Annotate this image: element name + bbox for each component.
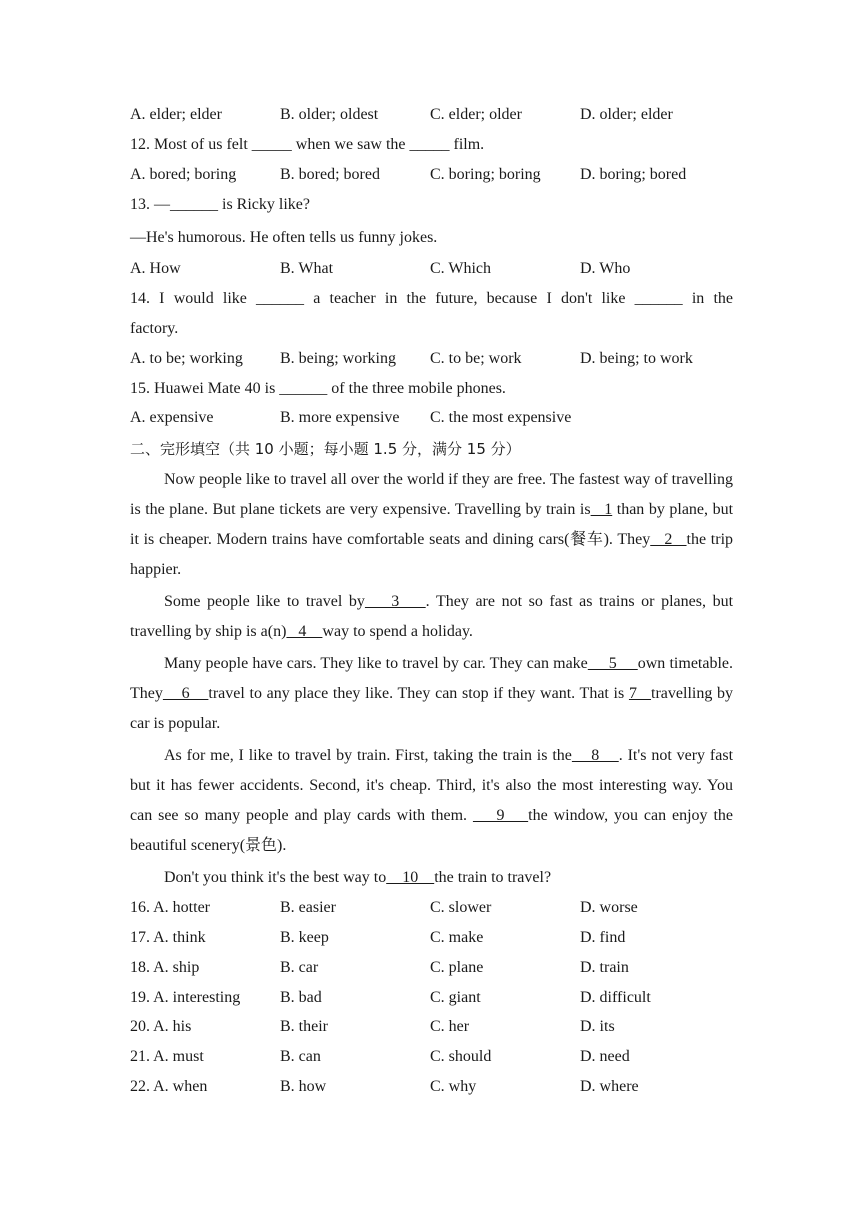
option-c: C. giant bbox=[430, 988, 481, 1006]
option-a: 21. A. must bbox=[130, 1048, 204, 1066]
option-d: D. being; to work bbox=[580, 349, 693, 367]
q21-options bbox=[130, 1042, 733, 1072]
option-a: 19. A. interesting bbox=[130, 988, 241, 1006]
text: the train to travel? bbox=[434, 869, 552, 887]
option-b: B. bored; bored bbox=[280, 165, 380, 183]
text: Don't you think it's the best way to bbox=[164, 869, 387, 887]
option-c: C. should bbox=[430, 1048, 492, 1066]
option-b: B. how bbox=[280, 1077, 327, 1095]
option-c: C. elder; older bbox=[430, 106, 522, 123]
option-a: 16. A. hotter bbox=[130, 899, 210, 917]
option-c: C. the most expensive bbox=[430, 409, 572, 427]
option-c: C. plane bbox=[430, 958, 484, 976]
option-a: A. bored; boring bbox=[130, 165, 237, 183]
q20-options bbox=[130, 1012, 733, 1042]
option-b: B. more expensive bbox=[280, 409, 400, 427]
option-d: D. where bbox=[580, 1077, 639, 1095]
option-b: B. What bbox=[280, 260, 334, 278]
option-c: C. make bbox=[430, 928, 484, 946]
option-b: B. can bbox=[280, 1048, 321, 1066]
blank-6: 6 bbox=[162, 685, 209, 703]
option-b: B. car bbox=[280, 958, 319, 976]
option-d: D. its bbox=[580, 1018, 615, 1036]
text: Now people like to travel all over the world if they are free. The fastest way of travelling is the plane. But plane tickets are very expensive. Travelling by train is bbox=[130, 471, 733, 519]
section-title-cloze: 二、完形填空（共 10 小题；每小题 1.5 分，满分 15 分） bbox=[130, 440, 521, 459]
q13-options bbox=[130, 254, 733, 284]
blank-8: 8 bbox=[571, 747, 619, 765]
q19-options bbox=[130, 983, 733, 1013]
q13-stem: 13. —______ is Ricky like? bbox=[130, 196, 310, 214]
option-c: C. why bbox=[430, 1077, 477, 1095]
text: travel to any place they like. They can stop if they want. That is bbox=[208, 685, 629, 703]
option-d: D. older; elder bbox=[580, 106, 673, 123]
blank-1: 1 bbox=[590, 501, 613, 519]
option-c: C. to be; work bbox=[430, 349, 522, 367]
blank-4: 4 bbox=[286, 623, 323, 641]
option-c: C. Which bbox=[430, 260, 492, 278]
option-d: D. difficult bbox=[580, 988, 651, 1006]
text: the window, you can enjoy the beautiful scenery(景色). bbox=[130, 807, 734, 855]
option-a: 18. A. ship bbox=[130, 958, 200, 976]
option-d: D. Who bbox=[580, 260, 631, 278]
text: Many people have cars. They like to travel by car. They can make bbox=[164, 655, 588, 673]
text: than by plane, but it is cheaper. Modern trains have comfortable seats and dining cars(餐车). They bbox=[130, 501, 734, 549]
text: . It's not very fast but it has fewer accidents. Second, it's cheap. Third, it's also the most interesting way. You can see so many people and play cards with them. bbox=[130, 747, 734, 825]
blank-3: 3 bbox=[364, 593, 426, 611]
passage-paragraph-3 bbox=[130, 649, 733, 739]
option-b: B. bad bbox=[280, 988, 322, 1006]
option-b: B. keep bbox=[280, 928, 329, 946]
blank-9: 9 bbox=[472, 807, 529, 825]
option-a: A. expensive bbox=[130, 409, 214, 427]
passage-paragraph-2 bbox=[130, 587, 733, 647]
q15-stem: 15. Huawei Mate 40 is ______ of the three mobile phones. bbox=[130, 379, 506, 397]
text: own timetable. They bbox=[130, 655, 734, 703]
q14-stem-line2: factory. bbox=[130, 319, 179, 337]
option-c: C. her bbox=[430, 1018, 470, 1036]
q18-options bbox=[130, 953, 733, 983]
option-b: B. being; working bbox=[280, 349, 396, 367]
option-c: C. slower bbox=[430, 899, 492, 917]
text: the trip happier. bbox=[130, 531, 734, 579]
option-b: B. older; oldest bbox=[280, 106, 379, 123]
exam-page bbox=[130, 100, 733, 1102]
q17-options bbox=[130, 923, 733, 953]
passage-paragraph-5 bbox=[130, 863, 733, 893]
text: travelling by car is popular. bbox=[130, 685, 734, 733]
option-b: B. their bbox=[280, 1018, 328, 1036]
q12-stem: 12. Most of us felt _____ when we saw the _____ film. bbox=[130, 135, 485, 153]
option-d: D. train bbox=[580, 958, 629, 976]
blank-7: 7 bbox=[628, 685, 652, 703]
passage-paragraph-1 bbox=[130, 465, 733, 585]
passage-paragraph-4 bbox=[130, 741, 733, 861]
q14-options bbox=[130, 344, 733, 374]
option-d: D. need bbox=[580, 1048, 630, 1066]
text: . They are not so fast as trains or planes, but travelling by ship is a(n) bbox=[130, 593, 734, 641]
q16-options bbox=[130, 893, 733, 923]
q15-options bbox=[130, 403, 733, 433]
option-a: 22. A. when bbox=[130, 1077, 208, 1095]
q11-options bbox=[130, 100, 733, 130]
option-b: B. easier bbox=[280, 899, 336, 917]
option-d: D. find bbox=[580, 928, 626, 946]
text: Some people like to travel by bbox=[164, 593, 365, 611]
text: way to spend a holiday. bbox=[322, 623, 473, 641]
option-a: A. How bbox=[130, 260, 181, 278]
option-a: A. elder; elder bbox=[130, 106, 222, 123]
q13-answer-line: —He's humorous. He often tells us funny jokes. bbox=[130, 229, 438, 247]
q12-options bbox=[130, 160, 733, 190]
option-a: 20. A. his bbox=[130, 1018, 192, 1036]
blank-2: 2 bbox=[650, 531, 687, 549]
option-d: D. worse bbox=[580, 899, 638, 917]
option-c: C. boring; boring bbox=[430, 165, 541, 183]
option-a: A. to be; working bbox=[130, 349, 243, 367]
blank-10: 10 bbox=[386, 869, 435, 887]
option-a: 17. A. think bbox=[130, 928, 206, 946]
option-d: D. boring; bored bbox=[580, 165, 687, 183]
q14-stem-line1: 14. I would like ______ a teacher in the future, because I don't like ______ in the bbox=[130, 290, 733, 308]
blank-5: 5 bbox=[587, 655, 638, 673]
text: As for me, I like to travel by train. First, taking the train is the bbox=[164, 747, 572, 765]
q22-options bbox=[130, 1072, 733, 1102]
